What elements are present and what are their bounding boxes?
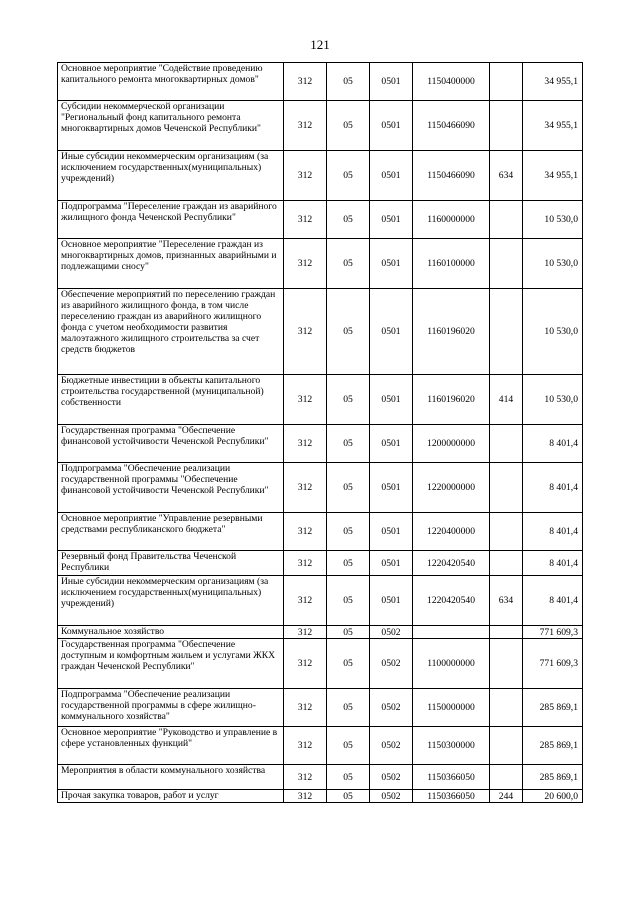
- cell-csr: 1150366050: [413, 765, 490, 790]
- cell-csr: 1160100000: [413, 239, 490, 289]
- cell-ved: 312: [284, 201, 327, 239]
- cell-name: Коммунальное хозяйство: [58, 626, 284, 639]
- cell-csr: 1150400000: [413, 63, 490, 101]
- cell-vr: [490, 689, 523, 727]
- cell-name: Иные субсидии некоммерческим организациям (за исключением государственных(муниципальных) учреждений): [58, 151, 284, 201]
- cell-vr: [490, 425, 523, 463]
- cell-name: Основное мероприятие "Руководство и управление в сфере установленных функций": [58, 727, 284, 765]
- cell-pr: 0502: [370, 639, 413, 689]
- cell-sum: 285 869,1: [523, 689, 583, 727]
- cell-vr: 634: [490, 151, 523, 201]
- cell-csr: 1150000000: [413, 689, 490, 727]
- cell-sum: 10 530,0: [523, 239, 583, 289]
- cell-sum: 34 955,1: [523, 101, 583, 151]
- cell-name: Основное мероприятие "Переселение граждан из многоквартирных домов, признанных аварийными и подлежащими сносу": [58, 239, 284, 289]
- cell-ved: 312: [284, 551, 327, 576]
- cell-ved: 312: [284, 689, 327, 727]
- cell-pr: 0502: [370, 727, 413, 765]
- cell-rz: 05: [327, 201, 370, 239]
- cell-name: Мероприятия в области коммунального хозяйства: [58, 765, 284, 790]
- cell-vr: [490, 513, 523, 551]
- cell-ved: 312: [284, 626, 327, 639]
- table-row: [58, 63, 583, 101]
- cell-sum: 285 869,1: [523, 727, 583, 765]
- cell-name: Подпрограмма "Обеспечение реализации государственной программы "Обеспечение финансовой устойчивости Чеченской Республики": [58, 463, 284, 513]
- cell-sum: 8 401,4: [523, 576, 583, 626]
- cell-vr: [490, 289, 523, 375]
- cell-vr: [490, 551, 523, 576]
- cell-csr: 1150300000: [413, 727, 490, 765]
- cell-name: Основное мероприятие "Управление резервными средствами республиканского бюджета": [58, 513, 284, 551]
- cell-name: Бюджетные инвестиции в объекты капитального строительства государственной (муниципальной) собственности: [58, 375, 284, 425]
- table-row: [58, 689, 583, 727]
- table-row: [58, 201, 583, 239]
- table-row: [58, 727, 583, 765]
- cell-pr: 0501: [370, 289, 413, 375]
- cell-vr: [490, 239, 523, 289]
- cell-rz: 05: [327, 425, 370, 463]
- cell-pr: 0502: [370, 689, 413, 727]
- cell-csr: 1150466090: [413, 101, 490, 151]
- cell-csr: 1160196020: [413, 289, 490, 375]
- cell-pr: 0501: [370, 101, 413, 151]
- cell-pr: 0501: [370, 375, 413, 425]
- cell-rz: 05: [327, 790, 370, 803]
- table-row: [58, 551, 583, 576]
- cell-ved: 312: [284, 765, 327, 790]
- cell-ved: 312: [284, 239, 327, 289]
- cell-pr: 0501: [370, 63, 413, 101]
- cell-rz: 05: [327, 576, 370, 626]
- cell-rz: 05: [327, 101, 370, 151]
- cell-ved: 312: [284, 63, 327, 101]
- cell-sum: 10 530,0: [523, 201, 583, 239]
- cell-ved: 312: [284, 576, 327, 626]
- cell-pr: 0502: [370, 790, 413, 803]
- table-row: [58, 151, 583, 201]
- cell-rz: 05: [327, 551, 370, 576]
- cell-name: Государственная программа "Обеспечение финансовой устойчивости Чеченской Республики": [58, 425, 284, 463]
- cell-pr: 0501: [370, 201, 413, 239]
- cell-pr: 0501: [370, 513, 413, 551]
- cell-name: Субсидии некоммерческой организации "Региональный фонд капитального ремонта многоквартирных домов Чеченской Республики": [58, 101, 284, 151]
- table-row: [58, 289, 583, 375]
- table-row: [58, 639, 583, 689]
- cell-rz: 05: [327, 513, 370, 551]
- cell-rz: 05: [327, 151, 370, 201]
- cell-vr: [490, 101, 523, 151]
- cell-csr: 1150466090: [413, 151, 490, 201]
- cell-name: Основное мероприятие "Содействие проведению капитального ремонта многоквартирных домов": [58, 63, 284, 101]
- cell-ved: 312: [284, 101, 327, 151]
- cell-ved: 312: [284, 151, 327, 201]
- cell-vr: [490, 626, 523, 639]
- cell-pr: 0501: [370, 239, 413, 289]
- cell-rz: 05: [327, 375, 370, 425]
- table-row: [58, 425, 583, 463]
- cell-sum: 10 530,0: [523, 375, 583, 425]
- cell-csr: 1220420540: [413, 551, 490, 576]
- cell-name: Прочая закупка товаров, работ и услуг: [58, 790, 284, 803]
- cell-rz: 05: [327, 63, 370, 101]
- cell-pr: 0501: [370, 551, 413, 576]
- cell-vr: 244: [490, 790, 523, 803]
- cell-sum: 771 609,3: [523, 626, 583, 639]
- cell-sum: 8 401,4: [523, 425, 583, 463]
- cell-sum: 10 530,0: [523, 289, 583, 375]
- cell-vr: [490, 639, 523, 689]
- cell-pr: 0502: [370, 765, 413, 790]
- cell-rz: 05: [327, 727, 370, 765]
- cell-vr: [490, 463, 523, 513]
- cell-csr: [413, 626, 490, 639]
- table-row: [58, 626, 583, 639]
- cell-csr: 1160000000: [413, 201, 490, 239]
- cell-ved: 312: [284, 639, 327, 689]
- cell-rz: 05: [327, 463, 370, 513]
- cell-pr: 0502: [370, 626, 413, 639]
- table-row: [58, 101, 583, 151]
- cell-csr: 1200000000: [413, 425, 490, 463]
- page-number: 121: [310, 37, 330, 52]
- budget-table: [57, 62, 583, 803]
- cell-sum: 20 600,0: [523, 790, 583, 803]
- cell-rz: 05: [327, 239, 370, 289]
- table-row: [58, 790, 583, 803]
- cell-name: Подпрограмма "Переселение граждан из аварийного жилищного фонда Чеченской Республики": [58, 201, 284, 239]
- cell-sum: 8 401,4: [523, 463, 583, 513]
- cell-name: Резервный фонд Правительства Чеченской Республики: [58, 551, 284, 576]
- cell-rz: 05: [327, 689, 370, 727]
- table-row: [58, 463, 583, 513]
- cell-ved: 312: [284, 463, 327, 513]
- budget-table-body: [58, 63, 583, 803]
- cell-csr: 1150366050: [413, 790, 490, 803]
- table-row: [58, 239, 583, 289]
- cell-rz: 05: [327, 626, 370, 639]
- cell-ved: 312: [284, 375, 327, 425]
- cell-vr: 414: [490, 375, 523, 425]
- cell-ved: 312: [284, 425, 327, 463]
- table-row: [58, 375, 583, 425]
- cell-csr: 1220420540: [413, 576, 490, 626]
- cell-csr: 1220000000: [413, 463, 490, 513]
- cell-name: Подпрограмма "Обеспечение реализации государственной программы в сфере жилищно-коммунального хозяйства": [58, 689, 284, 727]
- cell-sum: 771 609,3: [523, 639, 583, 689]
- cell-ved: 312: [284, 289, 327, 375]
- cell-pr: 0501: [370, 425, 413, 463]
- cell-rz: 05: [327, 765, 370, 790]
- cell-csr: 1220400000: [413, 513, 490, 551]
- table-row: [58, 765, 583, 790]
- cell-sum: 8 401,4: [523, 513, 583, 551]
- cell-rz: 05: [327, 639, 370, 689]
- cell-vr: [490, 201, 523, 239]
- table-row: [58, 513, 583, 551]
- cell-vr: [490, 765, 523, 790]
- cell-ved: 312: [284, 727, 327, 765]
- cell-sum: 8 401,4: [523, 551, 583, 576]
- cell-name: Обеспечение мероприятий по переселению граждан из аварийного жилищного фонда, в том числе переселению граждан из аварийного жилищного фонда с учетом необходимости развития малоэтажного жилищного строительства за счет средств бюджетов: [58, 289, 284, 375]
- cell-ved: 312: [284, 790, 327, 803]
- cell-csr: 1100000000: [413, 639, 490, 689]
- cell-ved: 312: [284, 513, 327, 551]
- cell-vr: [490, 727, 523, 765]
- table-row: [58, 576, 583, 626]
- cell-vr: 634: [490, 576, 523, 626]
- cell-csr: 1160196020: [413, 375, 490, 425]
- cell-sum: 34 955,1: [523, 63, 583, 101]
- cell-rz: 05: [327, 289, 370, 375]
- cell-sum: 34 955,1: [523, 151, 583, 201]
- cell-pr: 0501: [370, 151, 413, 201]
- cell-pr: 0501: [370, 463, 413, 513]
- cell-name: Иные субсидии некоммерческим организациям (за исключением государственных(муниципальных) учреждений): [58, 576, 284, 626]
- cell-name: Государственная программа "Обеспечение доступным и комфортным жильем и услугами ЖКХ граждан Чеченской Республики": [58, 639, 284, 689]
- cell-vr: [490, 63, 523, 101]
- cell-pr: 0501: [370, 576, 413, 626]
- cell-sum: 285 869,1: [523, 765, 583, 790]
